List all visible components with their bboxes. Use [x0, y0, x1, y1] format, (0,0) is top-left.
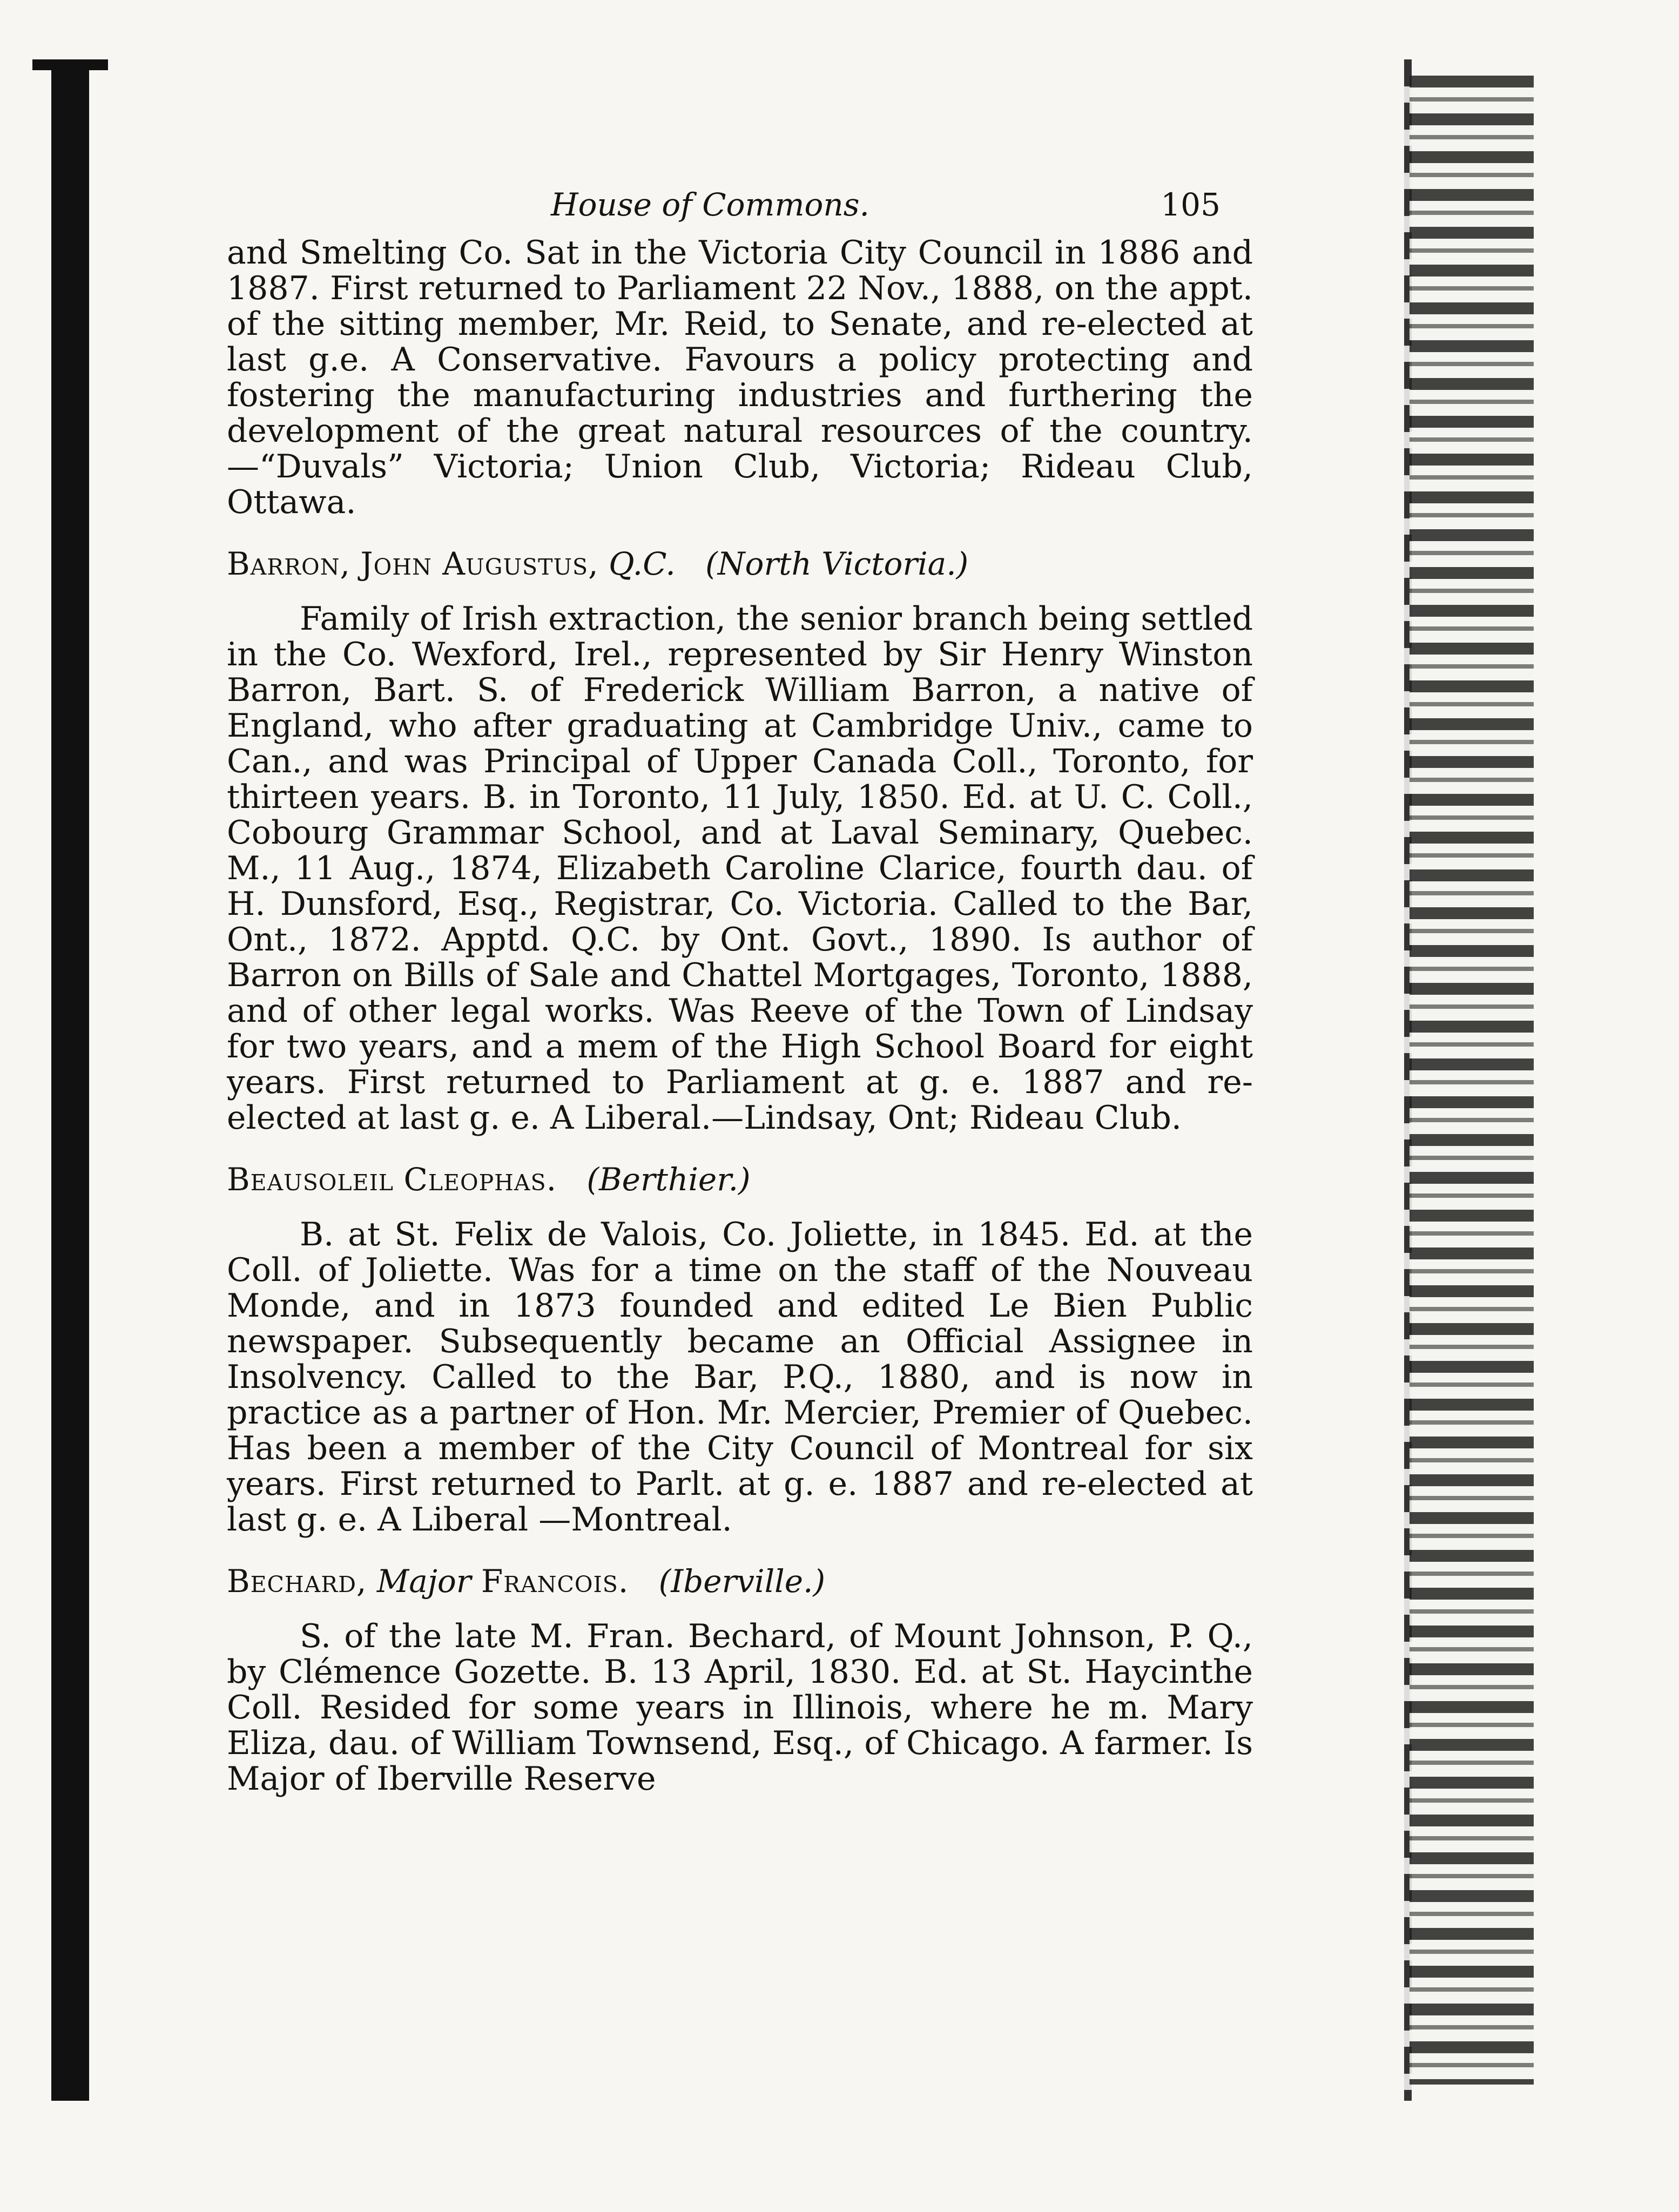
entry-given-name: John Augustus,	[360, 545, 599, 582]
binding-shadow	[51, 59, 89, 2101]
continuation-paragraph: and Smelting Co. Sat in the Victoria City Council in 1886 and 1887. First returned to Parliament 22 Nov., 1888, on the appt. of the sitting member, Mr. Reid, to Senate, and re-elected at last g.e. A Conservative. Favours a policy protecting and fostering the manufacturing industries and furthering the development of the great natural resources of the country.—“Duvals” Victoria; Union Club, Victoria; Rideau Club, Ottawa.	[227, 234, 1253, 521]
entry-surname: Beausoleil	[227, 1161, 394, 1198]
book-page	[227, 186, 1253, 2184]
entry-given-name: Francois.	[481, 1563, 629, 1600]
page-number: 105	[1161, 186, 1221, 223]
running-head	[227, 186, 1253, 235]
entry-riding: (North Victoria.)	[705, 545, 969, 582]
running-head-title: House of Commons.	[551, 186, 869, 223]
entry-riding: (Berthier.)	[586, 1161, 751, 1198]
entry-surname: Barron,	[227, 545, 350, 582]
entry-text-barron: Family of Irish extraction, the senior branch being settled in the Co. Wexford, Irel., represented by Sir Henry Winston Barron, Bart. S. of Frederick William Barron, a native of England, who after graduating at Cambridge Univ., came to Can., and was Principal of Upper Canada Coll., Toronto, for thirteen years. B. in Toronto, 11 July, 1850. Ed. at U. C. Coll., Cobourg Grammar School, and at Laval Seminary, Quebec. M., 11 Aug., 1874, Elizabeth Caroline Clarice, fourth dau. of H. Dunsford, Esq., Registrar, Co. Victoria. Called to the Bar, Ont., 1872. Apptd. Q.C. by Ont. Govt., 1890. Is author of Barron on Bills of Sale and Chattel Mortgages, Toronto, 1888, and of other legal works. Was Reeve of the Town of Lindsay for two years, and a mem of the High School Board for eight years. First returned to Parliament at g. e. 1887 and re-elected at last g. e. A Liberal.—Lindsay, Ont; Rideau Club.	[227, 600, 1253, 1137]
entry-rank: Major	[376, 1563, 471, 1600]
entry-surname: Bechard,	[227, 1563, 367, 1600]
page-edge-stack	[1410, 76, 1534, 2085]
entry-riding: (Iberville.)	[658, 1563, 826, 1600]
entry-given-name: Cleophas.	[403, 1161, 557, 1198]
entry-heading-barron	[227, 546, 1253, 582]
entry-qualification: Q.C.	[608, 545, 676, 582]
entry-heading-beausoleil	[227, 1162, 1253, 1197]
entry-text-beausoleil: B. at St. Felix de Valois, Co. Joliette, in 1845. Ed. at the Coll. of Joliette. Was for a time on the staff of the Nouveau Monde, and in 1873 founded and edited Le Bien Public newspaper. Subsequently became an Official Assignee in Insolvency. Called to the Bar, P.Q., 1880, and is now in practice as a partner of Hon. Mr. Mercier, Premier of Quebec. Has been a member of the City Council of Montreal for six years. First returned to Parlt. at g. e. 1887 and re-elected at last g. e. A Liberal —Montreal.	[227, 1216, 1253, 1539]
entry-text-bechard: S. of the late M. Fran. Bechard, of Mount Johnson, P. Q., by Clémence Gozette. B. 13 April, 1830. Ed. at St. Haycinthe Coll. Resided for some years in Illinois, where he m. Mary Eliza, dau. of William Townsend, Esq., of Chicago. A farmer. Is Major of Iberville Reserve	[227, 1617, 1253, 1798]
entry-heading-bechard	[227, 1563, 1253, 1599]
